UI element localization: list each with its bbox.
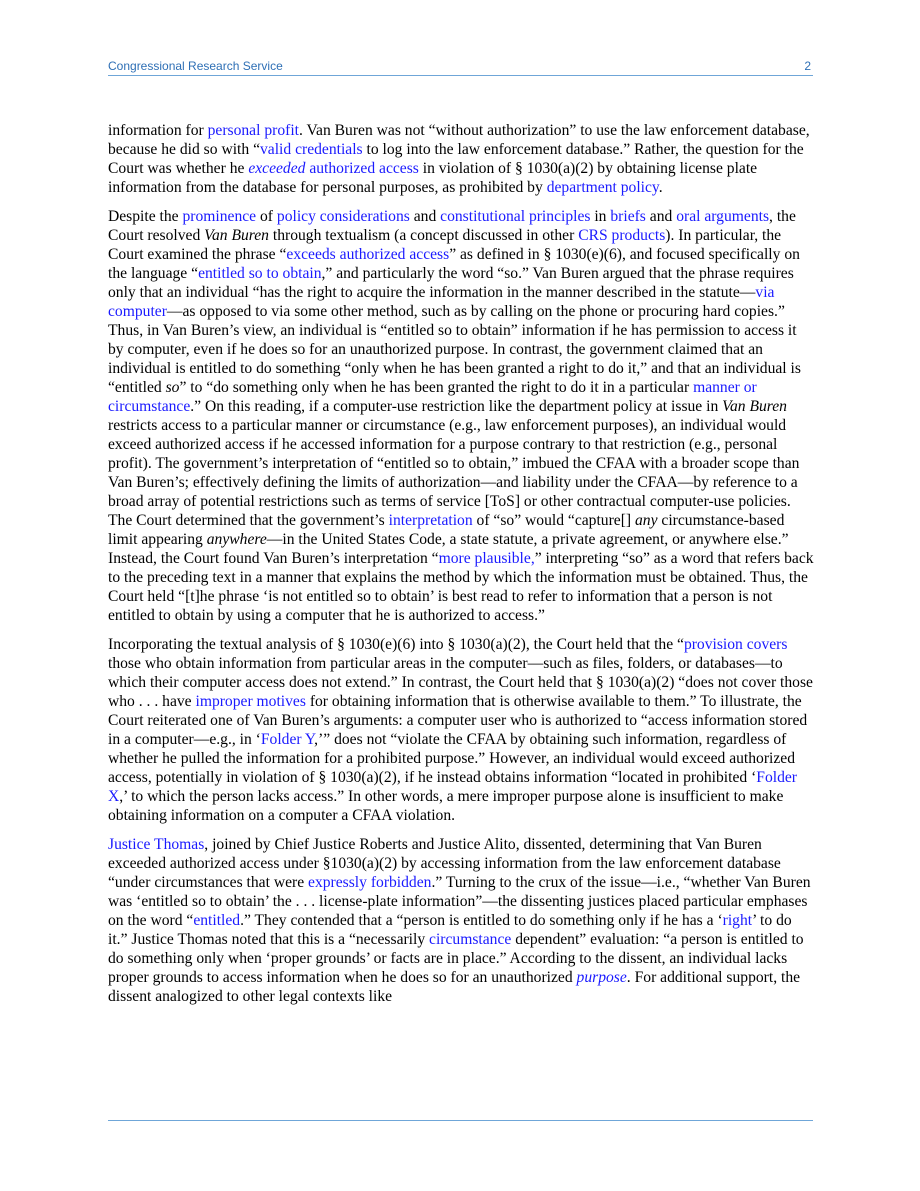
text-run: . For additional support, the dissent analogized to other legal contexts like (108, 969, 801, 1005)
text-run: .” On this reading, if a computer-use restriction like the department policy at issue in (190, 398, 723, 415)
text-run: any (635, 512, 658, 529)
text-run: Van Buren (204, 227, 269, 244)
paragraph (108, 835, 814, 1006)
text-run: ” interpreting “so” as a word that refers back to the preceding text in a manner that explains the method by which the information must be obtained. Thus, the Court held “[t]he phrase ‘is not entitled so to obtain’ is best read to refer to information that a person is not entitled to obtain by using a computer that he is authorized to access.” (108, 550, 814, 624)
text-run: ,’ to which the person lacks access.” In other words, a mere improper purpose alone is insufficient to make obtaining information on a computer a CFAA violation. (108, 788, 784, 824)
inline-link[interactable]: personal profit (207, 122, 299, 139)
inline-link[interactable]: exceeds authorized access (286, 246, 450, 263)
inline-link[interactable]: Folder X (108, 769, 797, 805)
text-run: . Van Buren was not “without authorization” to use the law enforcement database, because he did so with “ (108, 122, 810, 158)
text-run: in (590, 208, 611, 225)
inline-link[interactable]: oral arguments (676, 208, 770, 225)
text-run: anywhere (206, 531, 267, 548)
text-run: to log into the law enforcement database.” Rather, the question for the Court was whether he (108, 141, 804, 177)
text-run: information for (108, 122, 208, 139)
text-run: , joined by Chief Justice Roberts and Justice Alito, dissented, determining that Van Buren exceeded authorized access under §1030(a)(2) by accessing information from the law enforcement database “under circumstances that were (108, 836, 781, 891)
inline-link[interactable]: department policy (546, 179, 659, 196)
page-number: 2 (804, 59, 811, 73)
inline-link[interactable]: entitled (193, 912, 241, 929)
text-run: , the Court resolved (108, 208, 796, 244)
inline-link[interactable]: Justice Thomas (108, 836, 205, 853)
inline-link[interactable]: provision covers (683, 636, 788, 653)
text-run: Despite the (108, 208, 183, 225)
inline-link[interactable]: authorized access (305, 160, 419, 177)
inline-link[interactable]: improper motives (195, 693, 306, 710)
inline-link[interactable]: CRS products (578, 227, 666, 244)
inline-link[interactable]: exceeded (248, 160, 306, 177)
footer-rule (108, 1120, 813, 1121)
text-run: ,” and particularly the word “so.” Van Buren argued that the phrase requires only that an individual “has the right to acquire the information in the manner described in the statute— (108, 265, 794, 301)
text-run: those who obtain information from particular areas in the computer—such as files, folders, or databases—to which their computer access does not extend.” In contrast, the Court held that § 1030(a)(2) “does not cover those who . . . have (108, 655, 813, 710)
text-run: ’ to do it.” Justice Thomas noted that this is a “necessarily (108, 912, 792, 948)
text-run: dependent” evaluation: “a person is entitled to do something only when ‘proper grounds’ or facts are in place.” According to the dissent, an individual lacks proper grounds to access information when he does so for an unauthorized (108, 931, 804, 986)
text-run: ” to “do something only when he has been granted the right to do it in a particular (179, 379, 694, 396)
text-run: —as opposed to via some other method, such as by calling on the phone or procuring hard copies.” Thus, in Van Buren’s view, an individual is “entitled so to obtain” information if he has permission to access it by computer, even if he does so for an unauthorized purpose. In contrast, the government claimed that an individual is entitled to do something “only when he has been granted a right to do it,” and that an individual is “entitled (108, 303, 801, 396)
text-run: through textualism (a concept discussed in other (268, 227, 579, 244)
text-run: ” as defined in § 1030(e)(6), and focused specifically on the language “ (108, 246, 800, 282)
inline-link[interactable]: valid credentials (260, 141, 363, 158)
text-run: so (165, 379, 180, 396)
inline-link[interactable]: right (722, 912, 753, 929)
text-run: .” They contended that a “person is entitled to do something only if he has a ‘ (240, 912, 723, 929)
inline-link[interactable]: Folder Y (260, 731, 315, 748)
header-rule (108, 75, 813, 76)
text-run: . (658, 179, 663, 196)
paragraph (108, 635, 814, 825)
text-run: of “so” would “capture[] (472, 512, 635, 529)
text-run: Incorporating the textual analysis of § 1030(e)(6) into § 1030(a)(2), the Court held that the “ (108, 636, 684, 653)
text-run: of (256, 208, 277, 225)
text-run: and (645, 208, 677, 225)
inline-link[interactable]: briefs (610, 208, 646, 225)
header-org-name: Congressional Research Service (108, 59, 283, 73)
text-run: .” Turning to the crux of the issue—i.e., “whether Van Buren was ‘entitled so to obtain’ the . . . license-plate information”—the dissenting justices placed particular emphases on the word “ (108, 874, 811, 929)
inline-link[interactable]: more plausible, (438, 550, 535, 567)
inline-link[interactable]: manner or circumstance (108, 379, 757, 415)
text-run: restricts access to a particular manner or circumstance (e.g., law enforcement purposes), an individual would exceed authorized access if he accessed information for a purpose contrary to that restriction (e.g., personal profit). The government’s interpretation of “entitled so to obtain,” imbued the CFAA with a broader scope than Van Buren’s; effectively defining the limits of authorization—and liability under the CFAA—by reference to a broad array of potential restrictions such as terms of service [ToS] or other contractual computer-use policies. The Court determined that the government’s (108, 417, 800, 529)
inline-link[interactable]: entitled so to obtain (198, 265, 322, 282)
text-run: circumstance-based limit appearing (108, 512, 785, 548)
inline-link[interactable]: constitutional principles (440, 208, 591, 225)
text-run: and (409, 208, 441, 225)
page-header (108, 59, 813, 75)
paragraph (108, 121, 814, 197)
inline-link[interactable]: interpretation (388, 512, 473, 529)
document-body (108, 121, 814, 1016)
inline-link[interactable]: expressly forbidden (308, 874, 432, 891)
text-run: —in the United States Code, a state statute, a private agreement, or anywhere else.” Instead, the Court found Van Buren’s interpretation “ (108, 531, 789, 567)
inline-link[interactable]: circumstance (429, 931, 512, 948)
inline-link[interactable]: via computer (108, 284, 775, 320)
text-run: for obtaining information that is otherwise available to them.” To illustrate, the Court reiterated one of Van Buren’s arguments: a computer user who is authorized to “access information stored in a computer—e.g., in ‘ (108, 693, 808, 748)
text-run: ). In particular, the Court examined the phrase “ (108, 227, 782, 263)
inline-link[interactable]: prominence (182, 208, 257, 225)
text-run: in violation of § 1030(a)(2) by obtaining license plate information from the database for personal purposes, as prohibited by (108, 160, 758, 196)
text-run: Van Buren (722, 398, 787, 415)
inline-link[interactable]: purpose (576, 969, 627, 986)
text-run: ,’” does not “violate the CFAA by obtaining such information, regardless of whether he pulled the information for a prohibited purpose.” However, an individual would exceed authorized access, potentially in violation of § 1030(a)(2), if he instead obtains information “located in prohibited ‘ (108, 731, 796, 786)
inline-link[interactable]: policy considerations (276, 208, 410, 225)
paragraph (108, 207, 814, 625)
